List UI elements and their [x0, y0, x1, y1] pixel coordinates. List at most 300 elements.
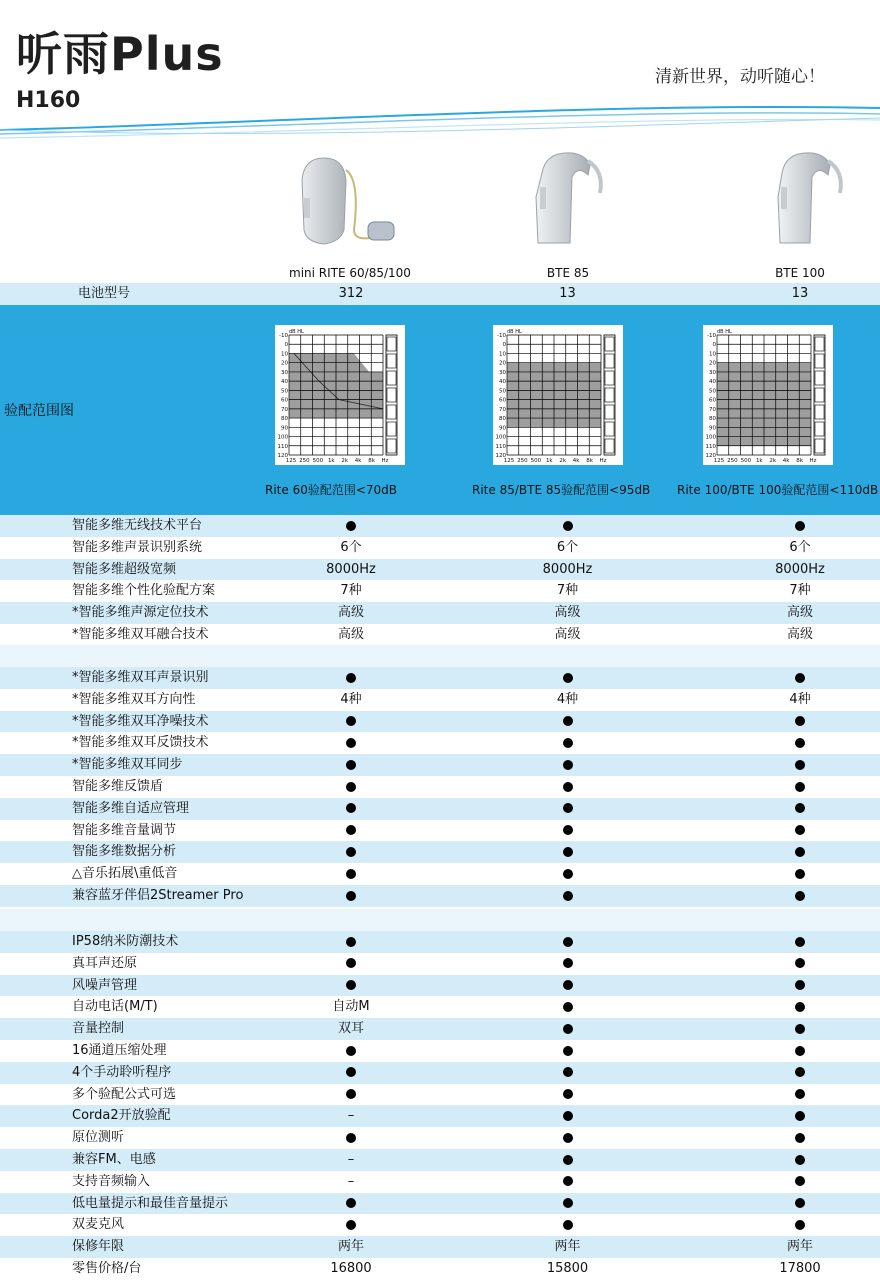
feature-value	[292, 1062, 410, 1084]
legend-icon	[387, 371, 396, 385]
feature-value	[415, 776, 720, 798]
included-dot-icon	[563, 1155, 573, 1165]
feature-name: 4个手动聆听程序	[72, 1064, 172, 1080]
included-dot-icon	[795, 1155, 805, 1165]
y-tick-label: 100	[705, 434, 716, 441]
feature-value	[415, 1018, 720, 1040]
battery-value-2: 13	[559, 286, 576, 301]
model-code: H160	[16, 88, 81, 113]
feature-value	[735, 863, 865, 885]
feature-name: Corda2开放验配	[72, 1108, 171, 1124]
feature-value	[735, 931, 865, 953]
feature-value	[415, 1040, 720, 1062]
table-row	[0, 863, 880, 885]
included-dot-icon	[563, 869, 573, 879]
feature-name: 智能多维声景识别系统	[72, 539, 203, 555]
included-dot-icon	[795, 1067, 805, 1077]
included-dot-icon	[346, 891, 356, 901]
feature-value	[415, 1193, 720, 1215]
legend-icon	[605, 354, 614, 368]
included-dot-icon	[563, 825, 573, 835]
fit-caption-1: Rite 60验配范围<70dB	[265, 483, 398, 497]
x-tick-label: 500	[312, 458, 324, 464]
feature-value: 7种	[340, 583, 362, 599]
feature-name: 兼容蓝牙伴侣2Streamer Pro	[72, 888, 244, 903]
y-tick-label: 30	[499, 369, 506, 376]
table-row	[0, 1084, 880, 1106]
included-dot-icon	[795, 716, 805, 726]
feature-value	[292, 776, 410, 798]
product-name-1: mini RITE 60/85/100	[289, 266, 411, 280]
feature-name: 兼容FM、电感	[72, 1152, 156, 1167]
feature-name: 原位测听	[72, 1130, 125, 1146]
table-row	[0, 1214, 880, 1236]
feature-value: 6个	[340, 539, 362, 555]
feature-value	[292, 975, 410, 997]
feature-value	[735, 798, 865, 820]
feature-name: 智能多维反馈盾	[72, 779, 164, 794]
unit-label: dB HL	[289, 329, 304, 335]
x-tick-label: 1k	[545, 458, 553, 464]
feature-value	[415, 754, 720, 776]
y-tick-label: 50	[709, 388, 716, 395]
y-tick-label: 20	[499, 360, 506, 367]
section-spacer	[0, 909, 880, 931]
included-dot-icon	[346, 847, 356, 857]
feature-value: 17800	[779, 1261, 821, 1276]
table-row	[0, 711, 880, 733]
legend-icon	[605, 337, 614, 351]
included-dot-icon	[346, 1220, 356, 1230]
y-tick-label: 10	[499, 351, 506, 358]
feature-value: –	[347, 1152, 355, 1167]
included-dot-icon	[795, 1111, 805, 1121]
feature-value	[292, 1127, 410, 1149]
included-dot-icon	[346, 937, 356, 947]
included-dot-icon	[795, 825, 805, 835]
legend-icon	[815, 388, 824, 402]
table-row	[0, 1105, 880, 1127]
y-tick-label: 20	[709, 360, 716, 367]
y-tick-label: 40	[499, 379, 506, 386]
legend-icon	[815, 371, 824, 385]
table-row	[0, 580, 880, 602]
x-tick-label: 8k	[586, 458, 593, 464]
feature-value: 4种	[789, 691, 811, 707]
included-dot-icon	[563, 958, 573, 968]
table-row	[0, 885, 880, 907]
feature-value	[415, 820, 720, 842]
page-title: 听雨Plus	[16, 27, 224, 81]
y-tick-label: 100	[277, 434, 288, 441]
feature-value	[292, 515, 410, 537]
included-dot-icon	[563, 1220, 573, 1230]
included-dot-icon	[563, 1002, 573, 1012]
feature-value	[735, 1214, 865, 1236]
feature-name: 自动电话(M/T)	[72, 999, 158, 1015]
feature-name: 双麦克风	[72, 1217, 125, 1233]
included-dot-icon	[346, 980, 356, 990]
feature-value	[415, 711, 720, 733]
table-row	[0, 537, 880, 559]
table-row	[0, 996, 880, 1018]
y-tick-label: 0	[284, 342, 288, 349]
feature-value	[735, 1084, 865, 1106]
x-tick-label: 500	[530, 458, 542, 464]
unit-label: dB HL	[507, 329, 522, 335]
y-tick-label: 40	[709, 379, 716, 386]
included-dot-icon	[563, 980, 573, 990]
included-dot-icon	[346, 1046, 356, 1056]
table-row	[0, 1171, 880, 1193]
included-dot-icon	[346, 782, 356, 792]
battery-value-3: 13	[791, 286, 809, 301]
slogan: 清新世界，动听随心！	[655, 67, 825, 87]
feature-name: 智能多维音量调节	[72, 822, 177, 838]
y-tick-label: 110	[277, 443, 288, 450]
table-row	[0, 1040, 880, 1062]
included-dot-icon	[795, 1176, 805, 1186]
feature-value	[735, 732, 865, 754]
x-tick-label: 125	[503, 458, 515, 464]
included-dot-icon	[563, 1198, 573, 1208]
feature-name: 音量控制	[72, 1021, 125, 1037]
table-row	[0, 931, 880, 953]
feature-value: 高级	[554, 605, 581, 621]
feature-value	[415, 841, 720, 863]
y-tick-label: 60	[499, 397, 506, 404]
legend-icon	[387, 388, 396, 402]
feature-value	[415, 1105, 720, 1127]
y-tick-label: 120	[277, 453, 288, 459]
included-dot-icon	[346, 958, 356, 968]
x-tick-label: 2k	[559, 458, 567, 464]
feature-value	[415, 996, 720, 1018]
legend-icon	[605, 371, 614, 385]
feature-value	[735, 776, 865, 798]
feature-name: 保修年限	[72, 1239, 125, 1255]
bte-85-hearing-aid-image	[528, 147, 608, 247]
feature-value	[735, 1149, 865, 1171]
x-tick-label: 125	[713, 458, 725, 464]
feature-name: 支持音频输入	[72, 1173, 151, 1189]
feature-value	[415, 515, 720, 537]
included-dot-icon	[346, 1067, 356, 1077]
included-dot-icon	[795, 1198, 805, 1208]
included-dot-icon	[795, 1089, 805, 1099]
feature-value	[735, 820, 865, 842]
feature-value: 15800	[546, 1261, 589, 1276]
feature-value	[735, 1127, 865, 1149]
included-dot-icon	[563, 1067, 573, 1077]
legend-icon	[815, 439, 824, 453]
feature-value	[292, 953, 410, 975]
feature-value	[415, 667, 720, 689]
feature-value: –	[347, 1108, 355, 1124]
table-row	[0, 953, 880, 975]
included-dot-icon	[563, 673, 573, 683]
y-tick-label: -10	[279, 333, 288, 339]
y-tick-label: 80	[709, 416, 716, 423]
y-tick-label: 30	[281, 369, 288, 376]
included-dot-icon	[346, 760, 356, 770]
x-tick-label: 500	[740, 458, 752, 464]
included-dot-icon	[346, 521, 356, 531]
feature-value	[415, 863, 720, 885]
feature-value: 7种	[789, 583, 811, 599]
feature-value: 8000Hz	[326, 561, 376, 577]
included-dot-icon	[563, 937, 573, 947]
x-tick-label: 2k	[769, 458, 777, 464]
table-row	[0, 754, 880, 776]
legend-icon	[605, 439, 614, 453]
legend-icon	[815, 337, 824, 351]
y-tick-label: 90	[499, 425, 506, 432]
table-row	[0, 1258, 880, 1280]
feature-value	[292, 863, 410, 885]
included-dot-icon	[563, 1024, 573, 1034]
included-dot-icon	[795, 1046, 805, 1056]
included-dot-icon	[563, 521, 573, 531]
y-tick-label: 90	[709, 425, 716, 432]
feature-value	[292, 798, 410, 820]
feature-name: △音乐拓展\重低音	[72, 866, 178, 882]
included-dot-icon	[346, 1198, 356, 1208]
feature-name: *智能多维双耳同步	[72, 757, 183, 773]
feature-name: *智能多维双耳方向性	[72, 691, 196, 707]
included-dot-icon	[346, 825, 356, 835]
feature-value	[415, 1062, 720, 1084]
x-tick-label: 250	[517, 458, 528, 464]
feature-name: 智能多维个性化验配方案	[72, 583, 216, 599]
included-dot-icon	[795, 847, 805, 857]
x-tick-label: 8k	[796, 458, 803, 464]
feature-value	[292, 711, 410, 733]
y-tick-label: 0	[502, 342, 506, 349]
feature-name: *智能多维双耳反馈技术	[72, 735, 209, 751]
feature-value: 8000Hz	[542, 561, 593, 577]
included-dot-icon	[795, 738, 805, 748]
included-dot-icon	[346, 716, 356, 726]
included-dot-icon	[563, 782, 573, 792]
feature-name: *智能多维声源定位技术	[72, 605, 209, 621]
feature-value: 6个	[556, 539, 579, 555]
table-row	[0, 667, 880, 689]
x-tick-label: 4k	[354, 458, 362, 464]
y-tick-label: -10	[497, 333, 506, 339]
feature-name: 零售价格/台	[72, 1261, 142, 1276]
feature-name: 多个验配公式可选	[72, 1086, 177, 1102]
table-row	[0, 1127, 880, 1149]
included-dot-icon	[795, 673, 805, 683]
legend-icon	[815, 405, 824, 419]
feature-value	[292, 931, 410, 953]
feature-value: 16800	[330, 1261, 372, 1276]
feature-name: *智能多维双耳融合技术	[72, 627, 209, 642]
feature-value	[735, 1040, 865, 1062]
feature-value	[292, 754, 410, 776]
feature-value: 两年	[337, 1239, 364, 1255]
feature-value	[735, 975, 865, 997]
feature-value: 高级	[786, 627, 813, 642]
included-dot-icon	[795, 521, 805, 531]
included-dot-icon	[563, 738, 573, 748]
feature-value	[292, 885, 410, 907]
included-dot-icon	[795, 1133, 805, 1143]
feature-value	[735, 754, 865, 776]
feature-value	[735, 1062, 865, 1084]
table-row	[0, 602, 880, 624]
feature-name: 风噪声管理	[72, 977, 138, 993]
x-tick-label: 4k	[782, 458, 790, 464]
product-name-2: BTE 85	[546, 266, 590, 280]
feature-value: 8000Hz	[775, 561, 825, 577]
feature-value	[415, 1084, 720, 1106]
battery-label: 电池型号	[78, 286, 131, 301]
included-dot-icon	[795, 980, 805, 990]
y-tick-label: 80	[499, 416, 506, 423]
feature-value	[292, 1084, 410, 1106]
included-dot-icon	[795, 782, 805, 792]
y-tick-label: 70	[281, 406, 288, 413]
table-row	[0, 689, 880, 711]
included-dot-icon	[795, 803, 805, 813]
y-tick-label: 120	[495, 453, 506, 459]
included-dot-icon	[795, 1002, 805, 1012]
feature-name: IP58纳米防潮技术	[72, 934, 179, 949]
feature-name: 低电量提示和最佳音量提示	[72, 1195, 229, 1211]
legend-icon	[605, 388, 614, 402]
fit-caption-3: Rite 100/BTE 100验配范围<110dB	[677, 483, 879, 497]
feature-value: 7种	[556, 583, 579, 599]
feature-value	[415, 1171, 720, 1193]
included-dot-icon	[563, 1046, 573, 1056]
x-tick-label: 2k	[341, 458, 349, 464]
feature-value	[415, 1214, 720, 1236]
feature-value	[292, 732, 410, 754]
legend-icon	[605, 422, 614, 436]
table-row	[0, 841, 880, 863]
included-dot-icon	[563, 760, 573, 770]
feature-value	[415, 975, 720, 997]
included-dot-icon	[346, 803, 356, 813]
x-tick-label: Hz	[809, 458, 817, 464]
audiogram-chart-3	[703, 325, 833, 465]
table-row	[0, 776, 880, 798]
included-dot-icon	[795, 1220, 805, 1230]
y-tick-label: 110	[705, 443, 716, 450]
included-dot-icon	[346, 1133, 356, 1143]
feature-value	[415, 1149, 720, 1171]
feature-value	[415, 732, 720, 754]
y-tick-label: 100	[495, 434, 506, 441]
feature-name: 智能多维自适应管理	[72, 800, 190, 816]
feature-value	[735, 885, 865, 907]
feature-value	[292, 820, 410, 842]
feature-value	[735, 841, 865, 863]
table-row	[0, 1193, 880, 1215]
feature-name: 真耳声还原	[72, 955, 138, 971]
y-tick-label: 50	[499, 388, 506, 395]
table-row	[0, 1062, 880, 1084]
audiogram-chart-1	[275, 325, 405, 465]
legend-icon	[387, 439, 396, 453]
table-row	[0, 559, 880, 581]
feature-value: 自动M	[332, 999, 370, 1015]
feature-value	[415, 931, 720, 953]
feature-value: 高级	[337, 605, 364, 621]
x-tick-label: 1k	[755, 458, 763, 464]
table-row	[0, 732, 880, 754]
feature-value	[292, 1193, 410, 1215]
table-row	[0, 1236, 880, 1258]
included-dot-icon	[563, 847, 573, 857]
table-row	[0, 1018, 880, 1040]
feature-value: 6个	[789, 539, 811, 555]
included-dot-icon	[795, 958, 805, 968]
fit-caption-2: Rite 85/BTE 85验配范围<95dB	[472, 483, 651, 497]
included-dot-icon	[563, 716, 573, 726]
feature-value	[415, 1127, 720, 1149]
feature-name: 智能多维超级宽频	[72, 561, 177, 577]
included-dot-icon	[795, 1024, 805, 1034]
y-tick-label: 10	[281, 351, 288, 358]
feature-value	[415, 953, 720, 975]
feature-value: 高级	[337, 627, 364, 642]
feature-name: *智能多维双耳净噪技术	[72, 713, 209, 729]
battery-row	[0, 283, 880, 305]
x-tick-label: 250	[727, 458, 738, 464]
table-row	[0, 624, 880, 646]
legend-icon	[815, 354, 824, 368]
table-row	[0, 975, 880, 997]
table-row	[0, 1149, 880, 1171]
x-tick-label: 125	[285, 458, 297, 464]
legend-icon	[387, 405, 396, 419]
y-tick-label: 80	[281, 416, 288, 423]
x-tick-label: 1k	[327, 458, 335, 464]
feature-value	[735, 1105, 865, 1127]
included-dot-icon	[346, 738, 356, 748]
included-dot-icon	[563, 803, 573, 813]
table-row	[0, 515, 880, 537]
table-row	[0, 798, 880, 820]
y-tick-label: 120	[705, 453, 716, 459]
feature-name: 智能多维数据分析	[72, 844, 177, 860]
included-dot-icon	[346, 673, 356, 683]
unit-label: dB HL	[717, 329, 732, 335]
product-name-3: BTE 100	[775, 266, 825, 280]
feature-value: –	[347, 1173, 355, 1189]
included-dot-icon	[563, 891, 573, 901]
bte-100-hearing-aid-image	[772, 147, 852, 247]
y-tick-label: 60	[281, 397, 288, 404]
feature-value	[292, 841, 410, 863]
feature-name: *智能多维双耳声景识别	[72, 670, 209, 685]
y-tick-label: 10	[709, 351, 716, 358]
included-dot-icon	[563, 1089, 573, 1099]
y-tick-label: 70	[709, 406, 716, 413]
feature-value	[735, 515, 865, 537]
y-tick-label: 20	[281, 360, 288, 367]
y-tick-label: 70	[499, 406, 506, 413]
included-dot-icon	[795, 869, 805, 879]
y-tick-label: 40	[281, 379, 288, 386]
feature-value	[735, 711, 865, 733]
table-row	[0, 820, 880, 842]
feature-value: 两年	[554, 1239, 581, 1255]
feature-value	[735, 1018, 865, 1040]
